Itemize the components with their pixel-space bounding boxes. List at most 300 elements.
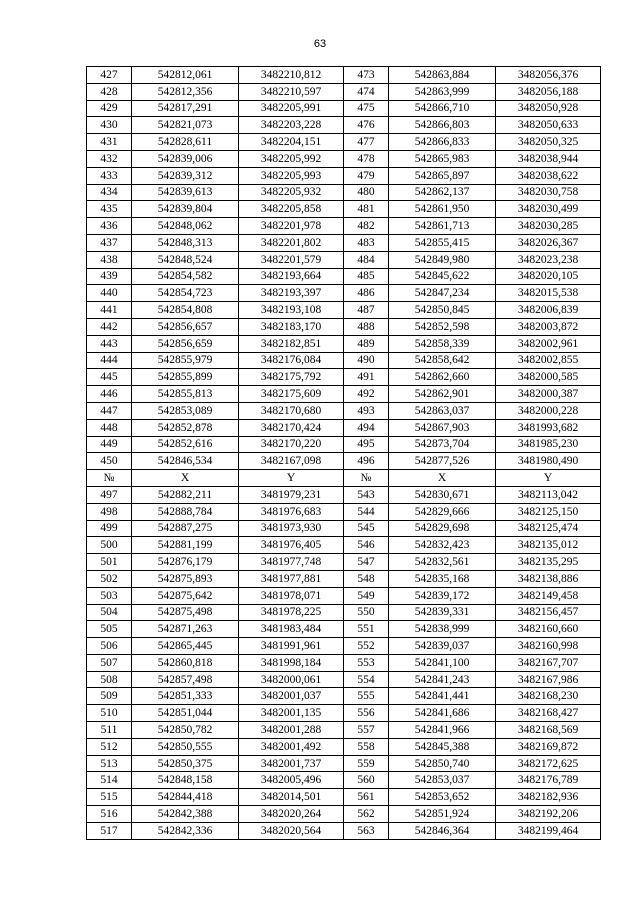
table-cell: 542881,199 — [132, 537, 239, 554]
table-row — [87, 167, 601, 184]
table-cell: 3481978,071 — [239, 587, 344, 604]
table-cell: 437 — [87, 234, 132, 251]
table-cell: 3482167,098 — [239, 453, 344, 470]
table-cell: 557 — [344, 722, 389, 739]
column-header: № — [344, 470, 389, 487]
table-cell: 3482170,424 — [239, 419, 344, 436]
table-cell: 435 — [87, 201, 132, 218]
table-cell: 449 — [87, 436, 132, 453]
table-cell: 3482020,564 — [239, 822, 344, 839]
table-row — [87, 638, 601, 655]
table-cell: 3481973,930 — [239, 520, 344, 537]
table-cell: 548 — [344, 570, 389, 587]
table-cell: 542857,498 — [132, 671, 239, 688]
table-cell: 3482205,858 — [239, 201, 344, 218]
table-cell: 3482113,042 — [496, 486, 601, 503]
table-cell: 495 — [344, 436, 389, 453]
table-cell: 563 — [344, 822, 389, 839]
table-cell: 3482170,680 — [239, 402, 344, 419]
table-cell: 558 — [344, 738, 389, 755]
table-cell: 3482205,992 — [239, 150, 344, 167]
table-row — [87, 436, 601, 453]
table-cell: 3482193,397 — [239, 285, 344, 302]
table-cell: 559 — [344, 755, 389, 772]
table-cell: 444 — [87, 352, 132, 369]
table-cell: 3482135,295 — [496, 554, 601, 571]
table-cell: 3482020,264 — [239, 806, 344, 823]
table-cell: 3482167,986 — [496, 671, 601, 688]
table-cell: 3482210,812 — [239, 67, 344, 84]
table-row — [87, 486, 601, 503]
table-cell: 3482030,758 — [496, 184, 601, 201]
table-cell: 560 — [344, 772, 389, 789]
table-cell: 542841,441 — [389, 688, 496, 705]
table-cell: 542855,415 — [389, 234, 496, 251]
table-cell: 434 — [87, 184, 132, 201]
table-cell: 542839,006 — [132, 150, 239, 167]
table-cell: 511 — [87, 722, 132, 739]
table-cell: 3482176,789 — [496, 772, 601, 789]
table-cell: 542862,901 — [389, 386, 496, 403]
table-row — [87, 352, 601, 369]
table-cell: 490 — [344, 352, 389, 369]
table-row — [87, 772, 601, 789]
table-cell: 3481998,184 — [239, 654, 344, 671]
table-row — [87, 688, 601, 705]
table-cell: 430 — [87, 117, 132, 134]
table-cell: 542841,100 — [389, 654, 496, 671]
table-cell: 450 — [87, 453, 132, 470]
table-cell: 542830,671 — [389, 486, 496, 503]
table-row — [87, 268, 601, 285]
column-header: X — [389, 470, 496, 487]
table-cell: 3482205,991 — [239, 100, 344, 117]
table-cell: 3482001,135 — [239, 705, 344, 722]
table-row — [87, 402, 601, 419]
table-cell: 3482210,597 — [239, 83, 344, 100]
table-cell: 542846,364 — [389, 822, 496, 839]
table-cell: 3482015,538 — [496, 285, 601, 302]
table-cell: 542852,878 — [132, 419, 239, 436]
table-cell: 542817,291 — [132, 100, 239, 117]
table-cell: 3481976,683 — [239, 503, 344, 520]
table-cell: 476 — [344, 117, 389, 134]
table-cell: 542829,666 — [389, 503, 496, 520]
table-cell: 542839,331 — [389, 604, 496, 621]
table-cell: 3482201,579 — [239, 251, 344, 268]
table-cell: 542858,642 — [389, 352, 496, 369]
table-cell: 502 — [87, 570, 132, 587]
table-cell: 542846,534 — [132, 453, 239, 470]
table-cell: 446 — [87, 386, 132, 403]
table-row — [87, 738, 601, 755]
table-cell: 542842,388 — [132, 806, 239, 823]
table-cell: 3482056,188 — [496, 83, 601, 100]
table-cell: 542848,524 — [132, 251, 239, 268]
table-cell: 542835,168 — [389, 570, 496, 587]
table-cell: 3481993,682 — [496, 419, 601, 436]
table-cell: 542882,211 — [132, 486, 239, 503]
table-row — [87, 150, 601, 167]
table-cell: 512 — [87, 738, 132, 755]
table-row — [87, 537, 601, 554]
table-cell: 442 — [87, 318, 132, 335]
table-cell: 3482168,427 — [496, 705, 601, 722]
table-cell: 547 — [344, 554, 389, 571]
table-cell: 542888,784 — [132, 503, 239, 520]
table-cell: 492 — [344, 386, 389, 403]
table-row — [87, 201, 601, 218]
table-cell: 542844,418 — [132, 789, 239, 806]
table-row — [87, 67, 601, 84]
table-row — [87, 587, 601, 604]
table-cell: 3482030,285 — [496, 218, 601, 235]
table-cell: 3482125,150 — [496, 503, 601, 520]
table-cell: 3481985,230 — [496, 436, 601, 453]
table-row — [87, 822, 601, 839]
table-cell: 542866,833 — [389, 134, 496, 151]
table-cell: 3481976,405 — [239, 537, 344, 554]
table-cell: 553 — [344, 654, 389, 671]
table-cell: 3482160,660 — [496, 621, 601, 638]
table-cell: 441 — [87, 302, 132, 319]
table-cell: 545 — [344, 520, 389, 537]
table-cell: 498 — [87, 503, 132, 520]
table-cell: 542842,336 — [132, 822, 239, 839]
table-cell: 542875,498 — [132, 604, 239, 621]
table-cell: 542873,704 — [389, 436, 496, 453]
table-cell: 486 — [344, 285, 389, 302]
table-cell: 3481978,225 — [239, 604, 344, 621]
table-cell: 3482183,170 — [239, 318, 344, 335]
table-cell: 3482193,108 — [239, 302, 344, 319]
table-row — [87, 604, 601, 621]
table-cell: 481 — [344, 201, 389, 218]
table-cell: 561 — [344, 789, 389, 806]
table-cell: 447 — [87, 402, 132, 419]
table-row — [87, 654, 601, 671]
table-cell: 542856,657 — [132, 318, 239, 335]
table-row — [87, 722, 601, 739]
table-cell: 542845,388 — [389, 738, 496, 755]
table-cell: 3482003,872 — [496, 318, 601, 335]
table-cell: 542852,598 — [389, 318, 496, 335]
table-row — [87, 503, 601, 520]
table-cell: 542839,172 — [389, 587, 496, 604]
table-row — [87, 671, 601, 688]
table-cell: 542856,659 — [132, 335, 239, 352]
table-cell: 3482000,387 — [496, 386, 601, 403]
table-cell: 485 — [344, 268, 389, 285]
table-cell: 542855,899 — [132, 369, 239, 386]
table-cell: 542876,179 — [132, 554, 239, 571]
table-cell: 542853,652 — [389, 789, 496, 806]
table-cell: 439 — [87, 268, 132, 285]
coordinates-table — [86, 66, 601, 840]
table-cell: 3482199,464 — [496, 822, 601, 839]
table-cell: 542832,561 — [389, 554, 496, 571]
table-cell: 542851,044 — [132, 705, 239, 722]
table-cell: 552 — [344, 638, 389, 655]
table-cell: 542851,333 — [132, 688, 239, 705]
table-cell: 491 — [344, 369, 389, 386]
table-cell: 3481979,231 — [239, 486, 344, 503]
table-cell: 542855,979 — [132, 352, 239, 369]
table-cell: 3482172,625 — [496, 755, 601, 772]
table-cell: 436 — [87, 218, 132, 235]
table-cell: 542839,804 — [132, 201, 239, 218]
table-cell: 542848,158 — [132, 772, 239, 789]
table-cell: 513 — [87, 755, 132, 772]
table-cell: 543 — [344, 486, 389, 503]
page-number: 63 — [313, 38, 327, 50]
table-cell: 542838,999 — [389, 621, 496, 638]
table-cell: 499 — [87, 520, 132, 537]
table-cell: 504 — [87, 604, 132, 621]
table-row — [87, 134, 601, 151]
table-cell: 3482182,936 — [496, 789, 601, 806]
table-cell: 488 — [344, 318, 389, 335]
table-cell: 542887,275 — [132, 520, 239, 537]
table-cell: 3481983,484 — [239, 621, 344, 638]
table-row — [87, 806, 601, 823]
column-header: Y — [496, 470, 601, 487]
table-cell: 475 — [344, 100, 389, 117]
table-cell: 546 — [344, 537, 389, 554]
table-cell: 443 — [87, 335, 132, 352]
table-cell: 429 — [87, 100, 132, 117]
table-cell: 542850,555 — [132, 738, 239, 755]
table-cell: 432 — [87, 150, 132, 167]
table-cell: 445 — [87, 369, 132, 386]
table-cell: 3482193,664 — [239, 268, 344, 285]
table-cell: 3482056,376 — [496, 67, 601, 84]
table-cell: 542848,313 — [132, 234, 239, 251]
table-cell: 542841,243 — [389, 671, 496, 688]
table-cell: 542863,884 — [389, 67, 496, 84]
table-cell: 3482125,474 — [496, 520, 601, 537]
table-cell: 542845,622 — [389, 268, 496, 285]
table-cell: 542862,660 — [389, 369, 496, 386]
table-cell: 3482023,238 — [496, 251, 601, 268]
table-cell: 3481977,881 — [239, 570, 344, 587]
table-cell: 542850,845 — [389, 302, 496, 319]
table-cell: 542865,897 — [389, 167, 496, 184]
table-cell: 3481991,961 — [239, 638, 344, 655]
table-row — [87, 117, 601, 134]
table-cell: 3482002,961 — [496, 335, 601, 352]
table-cell: 493 — [344, 402, 389, 419]
table-cell: 542841,686 — [389, 705, 496, 722]
table-cell: 3482030,499 — [496, 201, 601, 218]
table-row — [87, 302, 601, 319]
table-cell: 448 — [87, 419, 132, 436]
table-cell: 3481980,490 — [496, 453, 601, 470]
table-cell: 3482000,061 — [239, 671, 344, 688]
table-row — [87, 419, 601, 436]
table-cell: 542839,312 — [132, 167, 239, 184]
table-cell: 3482204,151 — [239, 134, 344, 151]
table-cell: 3482201,802 — [239, 234, 344, 251]
table-cell: 3482205,932 — [239, 184, 344, 201]
table-row — [87, 285, 601, 302]
table-cell: 542821,073 — [132, 117, 239, 134]
table-cell: 3482038,944 — [496, 150, 601, 167]
table-cell: 477 — [344, 134, 389, 151]
table-cell: 542828,611 — [132, 134, 239, 151]
column-header: Y — [239, 470, 344, 487]
table-cell: 3482182,851 — [239, 335, 344, 352]
table-cell: 542858,339 — [389, 335, 496, 352]
table-cell: 3482175,792 — [239, 369, 344, 386]
table-cell: 542849,980 — [389, 251, 496, 268]
table-header-row — [87, 470, 601, 487]
table-cell: 542839,037 — [389, 638, 496, 655]
table-row — [87, 453, 601, 470]
table-cell: 554 — [344, 671, 389, 688]
table-cell: 517 — [87, 822, 132, 839]
table-cell: 542839,613 — [132, 184, 239, 201]
table-cell: 3482149,458 — [496, 587, 601, 604]
table-cell: 487 — [344, 302, 389, 319]
table-cell: 3482038,622 — [496, 167, 601, 184]
table-cell: 542867,903 — [389, 419, 496, 436]
table-cell: 542853,089 — [132, 402, 239, 419]
table-cell: 3482201,978 — [239, 218, 344, 235]
table-cell: 3482005,496 — [239, 772, 344, 789]
table-cell: 542863,037 — [389, 402, 496, 419]
table-cell: 542847,234 — [389, 285, 496, 302]
table-cell: 551 — [344, 621, 389, 638]
table-cell: 514 — [87, 772, 132, 789]
table-cell: 542850,740 — [389, 755, 496, 772]
table-cell: 542865,445 — [132, 638, 239, 655]
table-row — [87, 369, 601, 386]
table-cell: 542812,061 — [132, 67, 239, 84]
table-cell: 3482001,288 — [239, 722, 344, 739]
table-row — [87, 318, 601, 335]
table-cell: 3482020,105 — [496, 268, 601, 285]
table-cell: 3482169,872 — [496, 738, 601, 755]
table-cell: 3482176,084 — [239, 352, 344, 369]
table-cell: 542854,808 — [132, 302, 239, 319]
table-row — [87, 789, 601, 806]
table-cell: 555 — [344, 688, 389, 705]
table-row — [87, 100, 601, 117]
table-cell: 484 — [344, 251, 389, 268]
table-cell: 3482168,230 — [496, 688, 601, 705]
table-row — [87, 234, 601, 251]
table-cell: 494 — [344, 419, 389, 436]
table-cell: 542848,062 — [132, 218, 239, 235]
table-cell: 3482192,206 — [496, 806, 601, 823]
table-cell: 3482175,609 — [239, 386, 344, 403]
table-row — [87, 386, 601, 403]
column-header: № — [87, 470, 132, 487]
table-cell: 542854,582 — [132, 268, 239, 285]
table-cell: 503 — [87, 587, 132, 604]
table-cell: 506 — [87, 638, 132, 655]
table-cell: 542852,616 — [132, 436, 239, 453]
table-cell: 3481977,748 — [239, 554, 344, 571]
table-cell: 542812,356 — [132, 83, 239, 100]
table-cell: 542841,966 — [389, 722, 496, 739]
table-cell: 428 — [87, 83, 132, 100]
table-cell: 3482001,037 — [239, 688, 344, 705]
table-cell: 542850,782 — [132, 722, 239, 739]
table-cell: 473 — [344, 67, 389, 84]
table-cell: 542853,037 — [389, 772, 496, 789]
table-cell: 508 — [87, 671, 132, 688]
table-row — [87, 184, 601, 201]
table-cell: 556 — [344, 705, 389, 722]
table-cell: 501 — [87, 554, 132, 571]
table-cell: 542854,723 — [132, 285, 239, 302]
table-cell: 542862,137 — [389, 184, 496, 201]
table-cell: 542866,710 — [389, 100, 496, 117]
table-cell: 542829,698 — [389, 520, 496, 537]
table-cell: 3482156,457 — [496, 604, 601, 621]
table-cell: 3482000,585 — [496, 369, 601, 386]
table-cell: 542832,423 — [389, 537, 496, 554]
table-cell: 542877,526 — [389, 453, 496, 470]
table-row — [87, 621, 601, 638]
table-cell: 542863,999 — [389, 83, 496, 100]
table-cell: 3482026,367 — [496, 234, 601, 251]
table-cell: 542866,803 — [389, 117, 496, 134]
table-cell: 3482168,569 — [496, 722, 601, 739]
table-row — [87, 218, 601, 235]
table-cell: 516 — [87, 806, 132, 823]
table-cell: 542865,983 — [389, 150, 496, 167]
table-row — [87, 570, 601, 587]
table-cell: 542855,813 — [132, 386, 239, 403]
table-cell: 505 — [87, 621, 132, 638]
table-row — [87, 335, 601, 352]
table-cell: 3482050,633 — [496, 117, 601, 134]
table-cell: 550 — [344, 604, 389, 621]
table-cell: 510 — [87, 705, 132, 722]
table-cell: 483 — [344, 234, 389, 251]
table-cell: 480 — [344, 184, 389, 201]
table-cell: 542861,713 — [389, 218, 496, 235]
table-cell: 3482002,855 — [496, 352, 601, 369]
table-cell: 3482160,998 — [496, 638, 601, 655]
table-cell: 515 — [87, 789, 132, 806]
table-cell: 3482203,228 — [239, 117, 344, 134]
table-cell: 3482000,228 — [496, 402, 601, 419]
table-cell: 3482138,886 — [496, 570, 601, 587]
table-cell: 542871,263 — [132, 621, 239, 638]
table-cell: 440 — [87, 285, 132, 302]
table-cell: 438 — [87, 251, 132, 268]
table-row — [87, 520, 601, 537]
table-row — [87, 83, 601, 100]
table-cell: 3482170,220 — [239, 436, 344, 453]
table-cell: 431 — [87, 134, 132, 151]
table-cell: 482 — [344, 218, 389, 235]
table-cell: 3482001,492 — [239, 738, 344, 755]
table-row — [87, 554, 601, 571]
table-cell: 542861,950 — [389, 201, 496, 218]
coordinates-table-body — [87, 67, 601, 840]
table-cell: 479 — [344, 167, 389, 184]
table-cell: 562 — [344, 806, 389, 823]
table-cell: 509 — [87, 688, 132, 705]
table-cell: 478 — [344, 150, 389, 167]
table-cell: 433 — [87, 167, 132, 184]
table-cell: 3482006,839 — [496, 302, 601, 319]
